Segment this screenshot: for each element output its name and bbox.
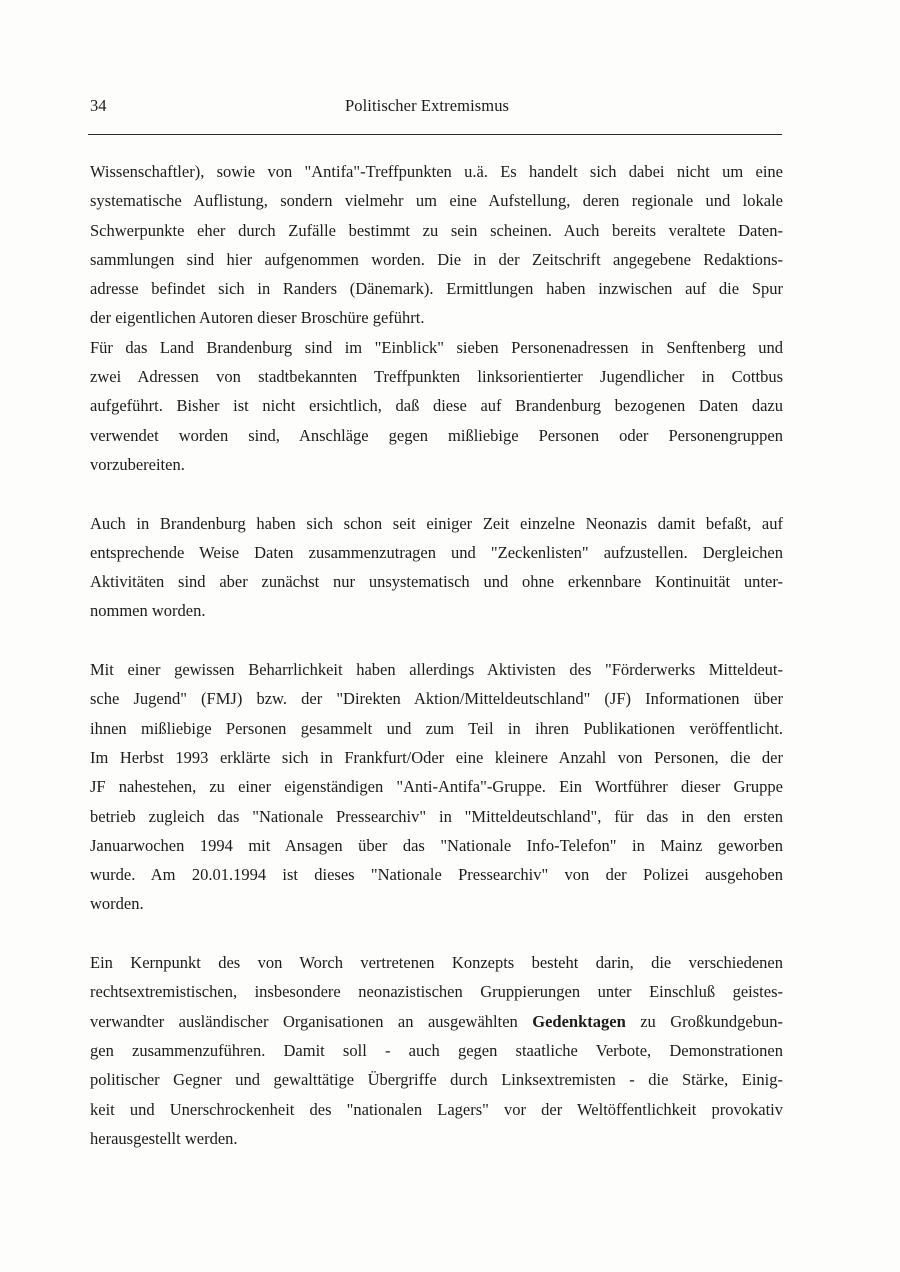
text-line: Im Herbst 1993 erklärte sich in Frankfurt/Oder eine kleinere Anzahl von Personen, die der	[90, 747, 783, 767]
paragraph	[90, 948, 783, 1153]
text-line: Ein Kernpunkt des von Worch vertretenen Konzepts besteht darin, die verschiedenen	[90, 953, 783, 973]
text-line: Auch in Brandenburg haben sich schon seit einiger Zeit einzelne Neonazis damit befaßt, auf	[90, 513, 783, 533]
text-line: nommen worden.	[90, 601, 206, 621]
running-title: Politischer Extremismus	[345, 96, 510, 115]
body-text	[90, 157, 783, 1153]
text-line: vorzubereiten.	[90, 454, 185, 474]
text-line: wurde. Am 20.01.1994 ist dieses "Nationale Pressearchiv" von der Polizei ausgehoben	[90, 865, 783, 885]
paragraph	[90, 333, 783, 479]
text-line: Aktivitäten sind aber zunächst nur unsystematisch und ohne erkennbare Kontinuität unter-	[90, 572, 783, 592]
text-segment: zu Großkundgebun-	[625, 1011, 783, 1031]
text-line: Für das Land Brandenburg sind im "Einblick" sieben Personenadressen in Senftenberg und	[90, 337, 783, 357]
text-line: aufgeführt. Bisher ist nicht ersichtlich, daß diese auf Brandenburg bezogenen Daten dazu	[90, 396, 783, 416]
text-line: entsprechende Weise Daten zusammenzutragen und "Zeckenlisten" aufzustellen. Dergleichen	[90, 542, 783, 562]
emphasized-term: Gedenktagen	[532, 1011, 626, 1031]
text-line: verwendet worden sind, Anschläge gegen mißliebige Personen oder Personengruppen	[90, 425, 783, 445]
text-line: Wissenschaftler), sowie von "Antifa"-Treffpunkten u.ä. Es handelt sich dabei nicht um eine	[90, 162, 783, 181]
text-line-with-emphasis	[90, 1007, 783, 1036]
paragraph-gap	[90, 479, 783, 508]
text-line: Januarwochen 1994 mit Ansagen über das "Nationale Info-Telefon" in Mainz geworben	[90, 835, 783, 855]
paragraph	[90, 655, 783, 919]
text-line: betrieb zugleich das "Nationale Pressearchiv" in "Mitteldeutschland", für das in den ersten	[90, 806, 783, 826]
paragraph-gap	[90, 626, 783, 655]
paragraph-gap	[90, 919, 783, 948]
text-line: herausgestellt werden.	[90, 1128, 238, 1148]
page-number: 34	[90, 96, 107, 115]
text-line: zwei Adressen von stadtbekannten Treffpunkten linksorientierter Jugendlicher in Cottbus	[90, 367, 783, 387]
paragraph	[90, 509, 783, 626]
text-line: gen zusammenzuführen. Damit soll - auch gegen staatliche Verbote, Demonstrationen	[90, 1040, 783, 1060]
text-line: Schwerpunkte eher durch Zufälle bestimmt zu sein scheinen. Auch bereits veraltete Daten-	[90, 220, 783, 240]
text-line: politischer Gegner und gewalttätige Übergriffe durch Linksextremisten - die Stärke, Einig-	[90, 1070, 783, 1090]
text-line: sammlungen sind hier aufgenommen worden. Die in der Zeitschrift angegebene Redaktions-	[90, 249, 783, 269]
text-line: ihnen mißliebige Personen gesammelt und zum Teil in ihren Publikationen veröffentlicht.	[90, 718, 783, 738]
text-line: adresse befindet sich in Randers (Dänemark). Ermittlungen haben inzwischen auf die Spur	[90, 279, 783, 299]
page-header	[90, 96, 780, 120]
text-line: JF nahestehen, zu einer eigenständigen "Anti-Antifa"-Gruppe. Ein Wortführer dieser Gruppe	[90, 777, 783, 797]
text-line: rechtsextremistischen, insbesondere neonazistischen Gruppierungen unter Einschluß geistes-	[90, 982, 783, 1002]
header-rule	[88, 134, 782, 135]
text-line: worden.	[90, 894, 144, 914]
text-line: keit und Unerschrockenheit des "nationalen Lagers" vor der Weltöffentlichkeit provokativ	[90, 1099, 783, 1119]
text-line: Mit einer gewissen Beharrlichkeit haben allerdings Aktivisten des "Förderwerks Mitteldeut-	[90, 660, 783, 680]
text-line: sche Jugend" (FMJ) bzw. der "Direkten Aktion/Mitteldeutschland" (JF) Informationen über	[90, 689, 783, 709]
text-segment: verwandter ausländischer Organisationen an ausgewählten	[90, 1011, 533, 1031]
paragraph	[90, 157, 783, 333]
text-line: der eigentlichen Autoren dieser Broschüre geführt.	[90, 308, 425, 328]
text-line: systematische Auflistung, sondern vielmehr um eine Aufstellung, deren regionale und lokale	[90, 191, 783, 211]
